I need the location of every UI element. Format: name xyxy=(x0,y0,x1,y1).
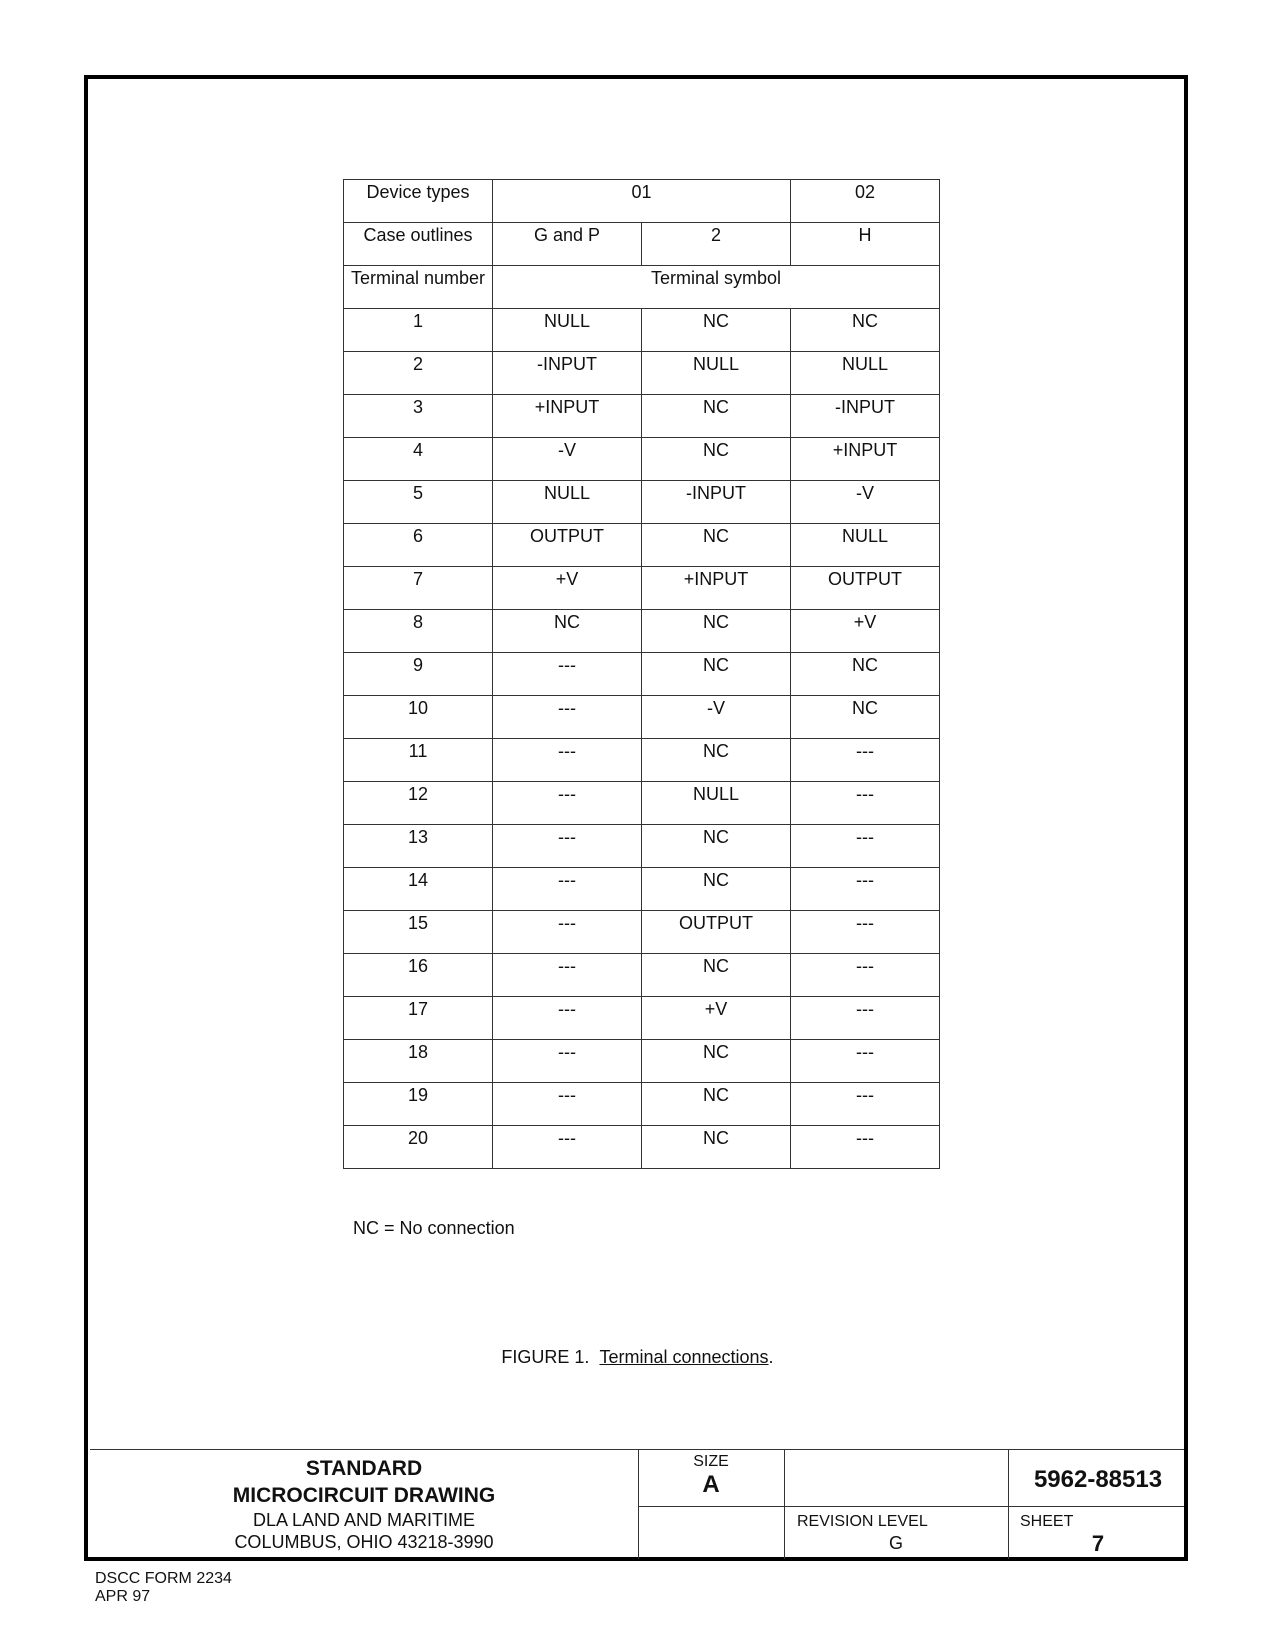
header-row-case-outlines xyxy=(344,223,940,266)
size-label: SIZE xyxy=(693,1453,729,1470)
table-row xyxy=(344,567,940,610)
device-02-header: 02 xyxy=(791,180,940,223)
table-row xyxy=(344,825,940,868)
case-2: 2 xyxy=(642,223,791,266)
form-number: DSCC FORM 2234 xyxy=(95,1570,232,1587)
table-row xyxy=(344,481,940,524)
symbol-01-case-2-cell: -INPUT xyxy=(642,481,791,524)
terminal-number-cell: 7 xyxy=(344,567,493,610)
table-row xyxy=(344,438,940,481)
symbol-02-h-cell: -V xyxy=(791,481,940,524)
revision-level-value: G xyxy=(888,1533,903,1553)
agency-name: DLA LAND AND MARITIME xyxy=(252,1510,476,1530)
terminal-number-cell: 4 xyxy=(344,438,493,481)
nc-note: NC = No connection xyxy=(353,1218,515,1238)
terminal-number-cell: 16 xyxy=(344,954,493,997)
symbol-02-h-cell: --- xyxy=(791,1040,940,1083)
terminal-number-cell: 19 xyxy=(344,1083,493,1126)
terminal-number-cell: 8 xyxy=(344,610,493,653)
symbol-01-case-2-cell: +INPUT xyxy=(642,567,791,610)
symbol-01-g-p-cell: --- xyxy=(493,782,642,825)
title-block-mid-rule xyxy=(638,1506,1184,1507)
symbol-01-case-2-cell: NC xyxy=(642,739,791,782)
symbol-02-h-cell: --- xyxy=(791,911,940,954)
terminal-number-cell: 17 xyxy=(344,997,493,1040)
table-row xyxy=(344,782,940,825)
table-row xyxy=(344,309,940,352)
figure-label: FIGURE 1. xyxy=(501,1347,590,1367)
symbol-02-h-cell: --- xyxy=(791,782,940,825)
symbol-02-h-cell: NC xyxy=(791,696,940,739)
table-row xyxy=(344,739,940,782)
symbol-01-case-2-cell: -V xyxy=(642,696,791,739)
table-row xyxy=(344,1083,940,1126)
symbol-02-h-cell: --- xyxy=(791,825,940,868)
symbol-01-g-p-cell: -INPUT xyxy=(493,352,642,395)
symbol-02-h-cell: --- xyxy=(791,739,940,782)
table-row xyxy=(344,653,940,696)
size-value: A xyxy=(702,1471,720,1498)
terminal-number-cell: 9 xyxy=(344,653,493,696)
terminal-number-cell: 10 xyxy=(344,696,493,739)
device-01-header: 01 xyxy=(493,180,791,223)
symbol-01-case-2-cell: NC xyxy=(642,868,791,911)
symbol-01-case-2-cell: NC xyxy=(642,524,791,567)
terminal-number-cell: 11 xyxy=(344,739,493,782)
symbol-01-g-p-cell: NULL xyxy=(493,481,642,524)
symbol-01-case-2-cell: NULL xyxy=(642,352,791,395)
symbol-01-g-p-cell: +V xyxy=(493,567,642,610)
figure-caption xyxy=(0,1347,1275,1368)
terminal-number-cell: 12 xyxy=(344,782,493,825)
standard-title-block xyxy=(90,1455,638,1553)
symbol-01-case-2-cell: NC xyxy=(642,610,791,653)
symbol-01-g-p-cell: --- xyxy=(493,825,642,868)
symbol-01-g-p-cell: --- xyxy=(493,739,642,782)
terminal-number-label: Terminal number xyxy=(344,266,493,309)
table-row xyxy=(344,1040,940,1083)
terminal-number-cell: 5 xyxy=(344,481,493,524)
symbol-01-g-p-cell: --- xyxy=(493,997,642,1040)
table-row xyxy=(344,997,940,1040)
symbol-01-g-p-cell: --- xyxy=(493,911,642,954)
form-date: APR 97 xyxy=(95,1588,151,1605)
table-row xyxy=(344,1126,940,1169)
case-g-and-p: G and P xyxy=(493,223,642,266)
symbol-01-g-p-cell: --- xyxy=(493,868,642,911)
case-h: H xyxy=(791,223,940,266)
symbol-01-case-2-cell: NC xyxy=(642,438,791,481)
terminal-number-cell: 6 xyxy=(344,524,493,567)
header-row-device-types xyxy=(344,180,940,223)
symbol-02-h-cell: OUTPUT xyxy=(791,567,940,610)
symbol-01-g-p-cell: --- xyxy=(493,653,642,696)
symbol-01-case-2-cell: NULL xyxy=(642,782,791,825)
table-row xyxy=(344,352,940,395)
symbol-01-case-2-cell: NC xyxy=(642,1126,791,1169)
terminal-number-cell: 2 xyxy=(344,352,493,395)
terminal-number-cell: 1 xyxy=(344,309,493,352)
terminal-number-cell: 20 xyxy=(344,1126,493,1169)
header-row-terminal xyxy=(344,266,940,309)
symbol-02-h-cell: --- xyxy=(791,1126,940,1169)
table-row xyxy=(344,868,940,911)
figure-title: Terminal connections xyxy=(599,1347,769,1367)
symbol-02-h-cell: NC xyxy=(791,309,940,352)
symbol-02-h-cell: --- xyxy=(791,868,940,911)
table-row xyxy=(344,954,940,997)
terminal-connections-table xyxy=(343,179,940,1169)
symbol-02-h-cell: --- xyxy=(791,954,940,997)
symbol-02-h-cell: NULL xyxy=(791,352,940,395)
table-row xyxy=(344,610,940,653)
drawing-number: 5962-88513 xyxy=(1033,1466,1163,1493)
symbol-01-g-p-cell: OUTPUT xyxy=(493,524,642,567)
symbol-01-g-p-cell: -V xyxy=(493,438,642,481)
standard-title: STANDARD xyxy=(305,1457,423,1480)
symbol-01-g-p-cell: --- xyxy=(493,696,642,739)
table-row xyxy=(344,524,940,567)
sheet-label: SHEET xyxy=(1020,1513,1074,1530)
table-row xyxy=(344,395,940,438)
symbol-01-g-p-cell: --- xyxy=(493,954,642,997)
terminal-number-cell: 13 xyxy=(344,825,493,868)
figure-suffix: . xyxy=(768,1347,774,1367)
terminal-number-cell: 14 xyxy=(344,868,493,911)
agency-address: COLUMBUS, OHIO 43218-3990 xyxy=(234,1532,494,1552)
symbol-01-case-2-cell: NC xyxy=(642,825,791,868)
symbol-01-g-p-cell: --- xyxy=(493,1083,642,1126)
revision-level-label: REVISION LEVEL xyxy=(797,1513,928,1530)
symbol-02-h-cell: NC xyxy=(791,653,940,696)
case-outlines-label: Case outlines xyxy=(344,223,493,266)
terminal-symbol-label: Terminal symbol xyxy=(493,266,940,309)
symbol-01-g-p-cell: --- xyxy=(493,1126,642,1169)
terminal-number-cell: 3 xyxy=(344,395,493,438)
symbol-01-case-2-cell: NC xyxy=(642,1040,791,1083)
symbol-02-h-cell: NULL xyxy=(791,524,940,567)
device-types-label: Device types xyxy=(344,180,493,223)
form-info xyxy=(95,1570,232,1606)
symbol-02-h-cell: +V xyxy=(791,610,940,653)
terminal-number-cell: 18 xyxy=(344,1040,493,1083)
symbol-01-case-2-cell: NC xyxy=(642,309,791,352)
title-block-top-rule xyxy=(90,1449,1184,1450)
symbol-01-case-2-cell: NC xyxy=(642,395,791,438)
symbol-02-h-cell: -INPUT xyxy=(791,395,940,438)
terminal-number-cell: 15 xyxy=(344,911,493,954)
symbol-01-g-p-cell: +INPUT xyxy=(493,395,642,438)
symbol-01-case-2-cell: NC xyxy=(642,954,791,997)
sheet-number: 7 xyxy=(1091,1531,1105,1556)
symbol-01-case-2-cell: NC xyxy=(642,653,791,696)
symbol-01-g-p-cell: --- xyxy=(493,1040,642,1083)
symbol-01-case-2-cell: +V xyxy=(642,997,791,1040)
symbol-02-h-cell: --- xyxy=(791,1083,940,1126)
symbol-02-h-cell: --- xyxy=(791,997,940,1040)
microcircuit-drawing-title: MICROCIRCUIT DRAWING xyxy=(232,1484,496,1507)
symbol-01-case-2-cell: OUTPUT xyxy=(642,911,791,954)
table-row xyxy=(344,911,940,954)
symbol-01-g-p-cell: NC xyxy=(493,610,642,653)
table-row xyxy=(344,696,940,739)
symbol-01-case-2-cell: NC xyxy=(642,1083,791,1126)
symbol-01-g-p-cell: NULL xyxy=(493,309,642,352)
symbol-02-h-cell: +INPUT xyxy=(791,438,940,481)
